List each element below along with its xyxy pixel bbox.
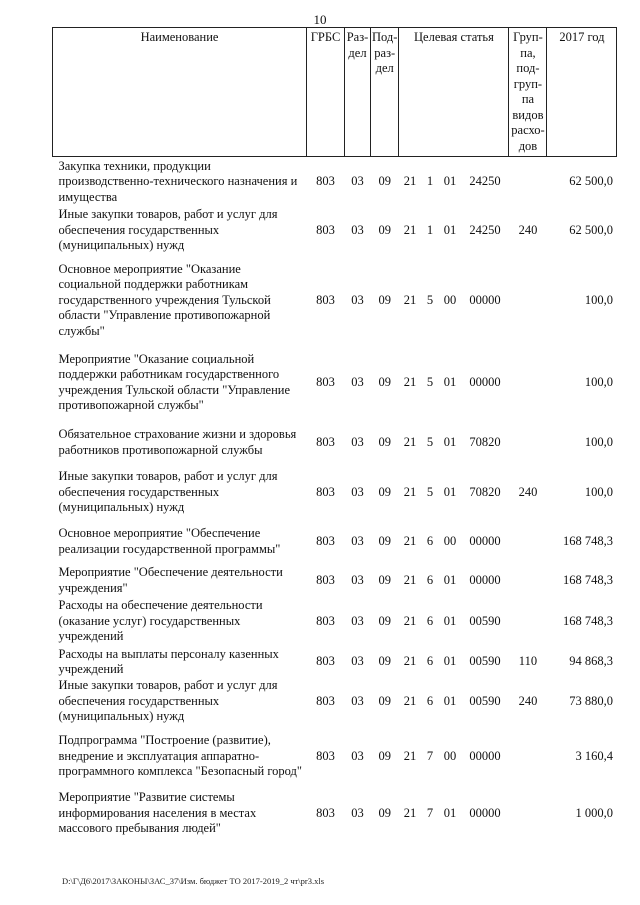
row-target-program: 21 — [403, 748, 417, 763]
row-target-direction: 00000 — [469, 292, 501, 307]
row-target-subprogram: 1 — [426, 222, 434, 237]
row-name: Иные закупки товаров, работ и услуг для обеспечения государственных (муниципальных) нужд — [58, 678, 278, 724]
row-name: Подпрограмма "Построение (развитие), внедрение и эксплуатация аппаратно-программного комплекса "Безопасный город" — [58, 733, 302, 779]
header-group: Груп- па, под- груп- па видов расхо- дов — [509, 28, 547, 157]
header-razdel: Раз- дел — [345, 28, 371, 157]
row-grbs: 803 — [316, 693, 335, 708]
row-target-event: 00 — [443, 292, 457, 307]
row-sum-2017: 94 868,3 — [569, 654, 613, 669]
row-sum-2017: 100,0 — [584, 434, 613, 449]
row-target-direction: 00590 — [469, 613, 501, 628]
budget-table — [52, 27, 617, 840]
row-target-event: 01 — [443, 374, 457, 389]
header-year: 2017 год — [547, 28, 617, 157]
row-name: Основное мероприятие "Обеспечение реализации государственной программы" — [58, 526, 281, 556]
header-grbs: ГРБС — [307, 28, 345, 157]
row-podrazdel: 09 — [378, 374, 391, 389]
row-grbs: 803 — [316, 533, 335, 548]
row-name: Обязательное страхование жизни и здоровья работников противопожарной службы — [58, 427, 297, 457]
row-target-event: 00 — [443, 748, 457, 763]
table-row — [53, 347, 617, 419]
row-grbs: 803 — [316, 613, 335, 628]
row-podrazdel: 09 — [378, 434, 391, 449]
row-expense-type — [509, 519, 547, 565]
row-podrazdel: 09 — [378, 484, 391, 499]
row-target-direction: 00590 — [469, 654, 501, 669]
row-grbs: 803 — [316, 222, 335, 237]
row-name: Закупка техники, продукции производственно-технического назначения и имущества — [58, 158, 298, 204]
row-target-direction: 00000 — [469, 374, 501, 389]
row-name: Иные закупки товаров, работ и услуг для обеспечения государственных (муниципальных) нужд — [58, 207, 278, 253]
row-expense-type: 240 — [518, 222, 538, 237]
table-row — [53, 647, 617, 678]
row-razdel: 03 — [351, 222, 364, 237]
row-razdel: 03 — [351, 805, 364, 820]
row-sum-2017: 100,0 — [584, 484, 613, 499]
row-name: Мероприятие "Оказание социальной поддержки работникам государственного учреждения Тульской области "Управление противопожарной службы" — [58, 351, 291, 412]
row-sum-2017: 3 160,4 — [575, 748, 613, 763]
row-target-event: 01 — [443, 613, 457, 628]
table-body — [53, 157, 617, 840]
row-name: Расходы на обеспечение деятельности (оказание услуг) государственных учреждений — [58, 598, 263, 644]
row-target-direction: 24250 — [469, 222, 501, 237]
row-target-program: 21 — [403, 693, 417, 708]
row-target-event: 01 — [443, 572, 457, 587]
row-grbs: 803 — [316, 484, 335, 499]
row-target-event: 01 — [443, 222, 457, 237]
row-target-subprogram: 5 — [426, 434, 434, 449]
row-expense-type — [509, 157, 547, 207]
row-target-event: 01 — [443, 484, 457, 499]
row-podrazdel: 09 — [378, 292, 391, 307]
row-expense-type — [509, 565, 547, 597]
row-razdel: 03 — [351, 533, 364, 548]
row-razdel: 03 — [351, 292, 364, 307]
row-target-subprogram: 6 — [426, 693, 434, 708]
row-target-program: 21 — [403, 222, 417, 237]
header-name: Наименование — [53, 28, 307, 157]
row-name: Иные закупки товаров, работ и услуг для обеспечения государственных (муниципальных) нужд — [58, 469, 278, 515]
header-target: Целевая статья — [399, 28, 509, 157]
table-row — [53, 597, 617, 647]
row-expense-type — [509, 255, 547, 347]
row-razdel: 03 — [351, 484, 364, 499]
row-razdel: 03 — [351, 693, 364, 708]
row-podrazdel: 09 — [378, 654, 391, 669]
row-target-subprogram: 7 — [426, 805, 434, 820]
row-target-program: 21 — [403, 434, 417, 449]
row-target-direction: 00590 — [469, 693, 501, 708]
row-target-subprogram: 6 — [426, 533, 434, 548]
table-row — [53, 788, 617, 840]
row-expense-type — [509, 419, 547, 467]
row-sum-2017: 168 748,3 — [562, 533, 613, 548]
row-podrazdel: 09 — [378, 572, 391, 587]
row-razdel: 03 — [351, 434, 364, 449]
row-target-program: 21 — [403, 292, 417, 307]
row-podrazdel: 09 — [378, 693, 391, 708]
header-podrazdel: Под- раз- дел — [371, 28, 399, 157]
row-sum-2017: 1 000,0 — [575, 805, 613, 820]
row-podrazdel: 09 — [378, 805, 391, 820]
row-expense-type — [509, 597, 547, 647]
row-target-subprogram: 5 — [426, 484, 434, 499]
row-target-subprogram: 5 — [426, 292, 434, 307]
row-target-program: 21 — [403, 174, 417, 188]
row-target-event: 00 — [443, 533, 457, 548]
row-sum-2017: 100,0 — [584, 374, 613, 389]
row-name: Расходы на выплаты персоналу казенных учреждений — [58, 646, 279, 676]
row-target-program: 21 — [403, 654, 417, 669]
row-expense-type — [509, 347, 547, 419]
table-row — [53, 255, 617, 347]
row-target-direction: 00000 — [469, 805, 501, 820]
row-expense-type — [509, 788, 547, 840]
row-sum-2017: 62 500,0 — [569, 222, 613, 237]
file-path-footer: D:\Г\Д6\2017\ЗАКОНЫ\ЗАС_37\Изм. бюджет ТО 2017-2019_2 чт\pr3.xls — [62, 876, 325, 886]
row-sum-2017: 168 748,3 — [562, 572, 613, 587]
row-grbs: 803 — [316, 292, 335, 307]
row-podrazdel: 09 — [378, 748, 391, 763]
row-razdel: 03 — [351, 654, 364, 669]
row-target-subprogram: 6 — [426, 613, 434, 628]
row-name: Основное мероприятие "Оказание социальной поддержки работникам государственного учреждения Тульской области "Управление противопожарной службы" — [58, 261, 271, 338]
row-sum-2017: 73 880,0 — [569, 693, 613, 708]
row-name: Мероприятие "Развитие системы информирования населения в местах массового пребывания людей" — [58, 790, 257, 836]
row-target-direction: 24250 — [469, 174, 501, 188]
table-row — [53, 519, 617, 565]
row-target-direction: 00000 — [469, 572, 501, 587]
row-grbs: 803 — [316, 572, 335, 587]
row-razdel: 03 — [351, 374, 364, 389]
row-expense-type: 240 — [518, 484, 538, 499]
row-target-event: 01 — [443, 434, 457, 449]
row-target-subprogram: 1 — [426, 174, 434, 188]
row-target-program: 21 — [403, 572, 417, 587]
row-target-subprogram: 7 — [426, 748, 434, 763]
table-row — [53, 678, 617, 726]
row-target-program: 21 — [403, 484, 417, 499]
row-target-direction: 00000 — [469, 533, 501, 548]
row-grbs: 803 — [316, 748, 335, 763]
table-row — [53, 565, 617, 597]
row-podrazdel: 09 — [378, 613, 391, 628]
row-target-direction: 70820 — [469, 484, 501, 499]
row-target-program: 21 — [403, 805, 417, 820]
row-target-event: 01 — [443, 693, 457, 708]
row-target-event: 01 — [443, 805, 457, 820]
row-razdel: 03 — [351, 613, 364, 628]
row-target-subprogram: 6 — [426, 572, 434, 587]
table-row — [53, 157, 617, 207]
row-grbs: 803 — [316, 434, 335, 449]
row-razdel: 03 — [351, 748, 364, 763]
row-razdel: 03 — [351, 174, 364, 188]
table-row — [53, 419, 617, 467]
row-target-program: 21 — [403, 374, 417, 389]
row-grbs: 803 — [316, 654, 335, 669]
row-name: Мероприятие "Обеспечение деятельности учреждения" — [58, 565, 283, 595]
row-target-program: 21 — [403, 613, 417, 628]
row-podrazdel: 09 — [378, 222, 391, 237]
row-target-subprogram: 6 — [426, 654, 434, 669]
row-expense-type: 240 — [518, 693, 538, 708]
row-sum-2017: 168 748,3 — [562, 613, 613, 628]
row-sum-2017: 62 500,0 — [569, 174, 613, 188]
row-sum-2017: 100,0 — [584, 292, 613, 307]
row-grbs: 803 — [316, 805, 335, 820]
row-target-event: 01 — [443, 654, 457, 669]
row-target-program: 21 — [403, 533, 417, 548]
row-razdel: 03 — [351, 572, 364, 587]
row-grbs: 803 — [316, 374, 335, 389]
table-row — [53, 726, 617, 788]
row-podrazdel: 09 — [378, 533, 391, 548]
table-row — [53, 207, 617, 255]
row-target-subprogram: 5 — [426, 374, 434, 389]
row-target-direction: 00000 — [469, 748, 501, 763]
table-row — [53, 467, 617, 519]
table-header-row — [53, 28, 617, 157]
row-podrazdel: 09 — [378, 174, 391, 188]
row-target-event: 01 — [443, 174, 457, 188]
page-number: 10 — [313, 12, 327, 27]
row-expense-type: 110 — [518, 654, 538, 669]
row-grbs: 803 — [316, 174, 335, 188]
row-expense-type — [509, 726, 547, 788]
row-target-direction: 70820 — [469, 434, 501, 449]
